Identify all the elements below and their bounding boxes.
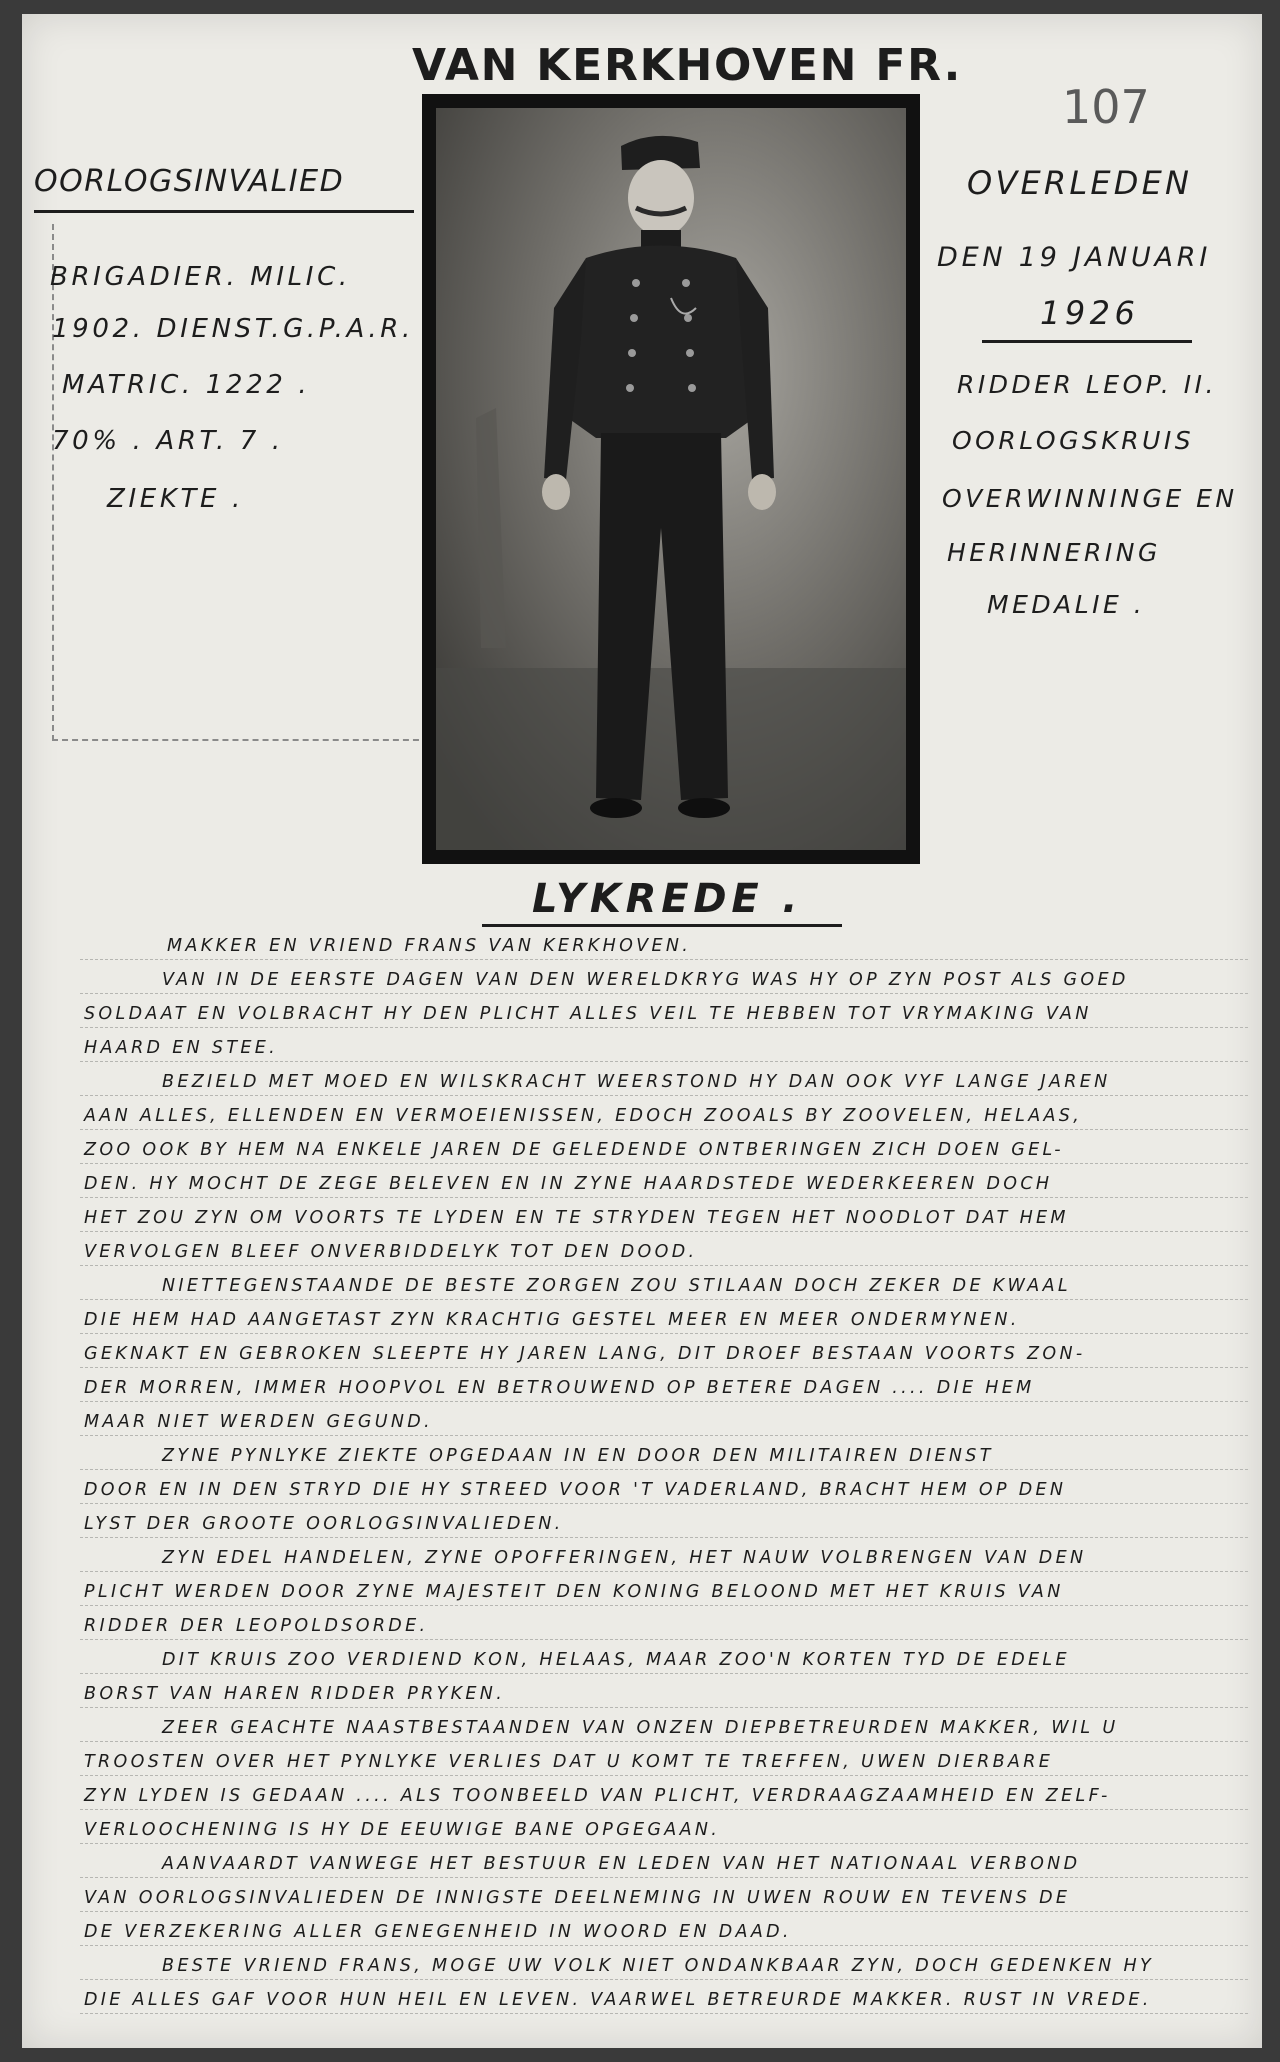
speech-line-30: DE VERZEKERING ALLER GENEGENHEID IN WOORD EN DAAD. <box>84 1922 792 1942</box>
left-heading-underline <box>34 210 414 213</box>
left-line-1: BRIGADIER. MILIC. <box>50 262 351 292</box>
honour-4: HERINNERING <box>947 538 1161 567</box>
left-line-3: MATRIC. 1222 . <box>62 370 311 400</box>
speech-line-31: BESTE VRIEND FRANS, MOGE UW VOLK NIET ONDANKBAAR ZYN, DOCH GEDENKEN HY <box>162 1956 1154 1976</box>
speech-line-32: DIE ALLES GAF VOOR HUN HEIL EN LEVEN. VAARWEL BETREURDE MAKKER. RUST IN VREDE. <box>84 1990 1152 2010</box>
death-date: DEN 19 JANUARI <box>937 242 1212 273</box>
honour-2: OORLOGSKRUIS <box>952 426 1195 455</box>
honour-1: RIDDER LEOP. II. <box>957 370 1217 399</box>
speech-line-18: LYST DER GROOTE OORLOGSINVALIEDEN. <box>84 1514 564 1534</box>
speech-line-4: HAARD EN STEE. <box>84 1038 279 1058</box>
speech-line-15: MAAR NIET WERDEN GEGUND. <box>84 1412 433 1432</box>
left-dashed-frame <box>52 224 439 741</box>
speech-line-23: BORST VAN HAREN RIDDER PRYKEN. <box>84 1684 506 1704</box>
speech-line-9: HET ZOU ZYN OM VOORTS TE LYDEN EN TE STRYDEN TEGEN HET NOODLOT DAT HEM <box>84 1208 1069 1228</box>
left-heading: OORLOGSINVALIED <box>34 164 345 199</box>
page-number: 107 <box>1062 80 1150 134</box>
speech-line-3: SOLDAAT EN VOLBRACHT HY DEN PLICHT ALLES VEIL TE HEBBEN TOT VRYMAKING VAN <box>84 1004 1092 1024</box>
speech-line-19: ZYN EDEL HANDELEN, ZYNE OPOFFERINGEN, HET NAUW VOLBRENGEN VAN DEN <box>162 1548 1087 1568</box>
speech-line-7: ZOO OOK BY HEM NA ENKELE JAREN DE GELEDENDE ONTBERINGEN ZICH DOEN GEL- <box>84 1140 1064 1160</box>
speech-line-13: GEKNAKT EN GEBROKEN SLEEPTE HY JAREN LANG, DIT DROEF BESTAAN VOORTS ZON- <box>84 1344 1086 1364</box>
speech-line-11: NIETTEGENSTAANDE DE BESTE ZORGEN ZOU STILAAN DOCH ZEKER DE KWAAL <box>162 1276 1071 1296</box>
portrait-image <box>436 108 906 850</box>
speech-line-25: TROOSTEN OVER HET PYNLYKE VERLIES DAT U KOMT TE TREFFEN, UWEN DIERBARE <box>84 1752 1054 1772</box>
speech-line-8: DEN. HY MOCHT DE ZEGE BELEVEN EN IN ZYNE HAARDSTEDE WEDERKEEREN DOCH <box>84 1174 1053 1194</box>
speech-line-14: DER MORREN, IMMER HOOPVOL EN BETROUWEND OP BETERE DAGEN .... DIE HEM <box>84 1378 1035 1398</box>
speech-heading-underline <box>482 924 842 927</box>
speech-line-22: DIT KRUIS ZOO VERDIEND KON, HELAAS, MAAR ZOO'N KORTEN TYD DE EDELE <box>162 1650 1070 1670</box>
speech-line-24: ZEER GEACHTE NAASTBESTAANDEN VAN ONZEN DIEPBETREURDEN MAKKER, WIL U <box>162 1718 1119 1738</box>
left-line-5: ZIEKTE . <box>107 484 244 514</box>
speech-line-6: AAN ALLES, ELLENDEN EN VERMOEIENISSEN, EDOCH ZOOALS BY ZOOVELEN, HELAAS, <box>84 1106 1083 1126</box>
speech-line-5: BEZIELD MET MOED EN WILSKRACHT WEERSTOND HY DAN OOK VYF LANGE JAREN <box>162 1072 1111 1092</box>
speech-line-28: AANVAARDT VANWEGE HET BESTUUR EN LEDEN VAN HET NATIONAAL VERBOND <box>162 1854 1081 1874</box>
speech-line-1: MAKKER EN VRIEND FRANS VAN KERKHOVEN. <box>167 936 692 956</box>
speech-line-2: VAN IN DE EERSTE DAGEN VAN DEN WERELDKRYG WAS HY OP ZYN POST ALS GOED <box>162 970 1129 990</box>
left-line-2: 1902. DIENST.G.P.A.R. <box>52 314 414 344</box>
speech-line-29: VAN OORLOGSINVALIEDEN DE INNIGSTE DEELNEMING IN UWEN ROUW EN TEVENS DE <box>84 1888 1071 1908</box>
right-heading: OVERLEDEN <box>967 164 1193 202</box>
death-year: 1926 <box>1040 294 1140 332</box>
portrait-photo <box>422 94 920 864</box>
speech-line-20: PLICHT WERDEN DOOR ZYNE MAJESTEIT DEN KONING BELOOND MET HET KRUIS VAN <box>84 1582 1064 1602</box>
speech-line-10: VERVOLGEN BLEEF ONVERBIDDELYK TOT DEN DOOD. <box>84 1242 698 1262</box>
speech-line-17: DOOR EN IN DEN STRYD DIE HY STREED VOOR 'T VADERLAND, BRACHT HEM OP DEN <box>84 1480 1067 1500</box>
document-title: VAN KERKHOVEN FR. <box>412 40 963 91</box>
speech-line-12: DIE HEM HAD AANGETAST ZYN KRACHTIG GESTEL MEER EN MEER ONDERMYNEN. <box>84 1310 1020 1330</box>
honour-3: OVERWINNINGE EN <box>942 484 1238 513</box>
speech-line-16: ZYNE PYNLYKE ZIEKTE OPGEDAAN IN EN DOOR DEN MILITAIREN DIENST <box>162 1446 994 1466</box>
left-line-4: 70% . ART. 7 . <box>52 426 284 456</box>
speech-heading: LYKREDE . <box>532 876 803 922</box>
year-underline <box>982 340 1192 343</box>
honour-5: MEDALIE . <box>987 590 1146 619</box>
speech-line-21: RIDDER DER LEOPOLDSORDE. <box>84 1616 429 1636</box>
speech-line-27: VERLOOCHENING IS HY DE EEUWIGE BANE OPGEGAAN. <box>84 1820 721 1840</box>
document-page <box>22 14 1262 2048</box>
soldier-figure-icon <box>436 108 906 850</box>
speech-line-26: ZYN LYDEN IS GEDAAN .... ALS TOONBEELD VAN PLICHT, VERDRAAGZAAMHEID EN ZELF- <box>84 1786 1111 1806</box>
